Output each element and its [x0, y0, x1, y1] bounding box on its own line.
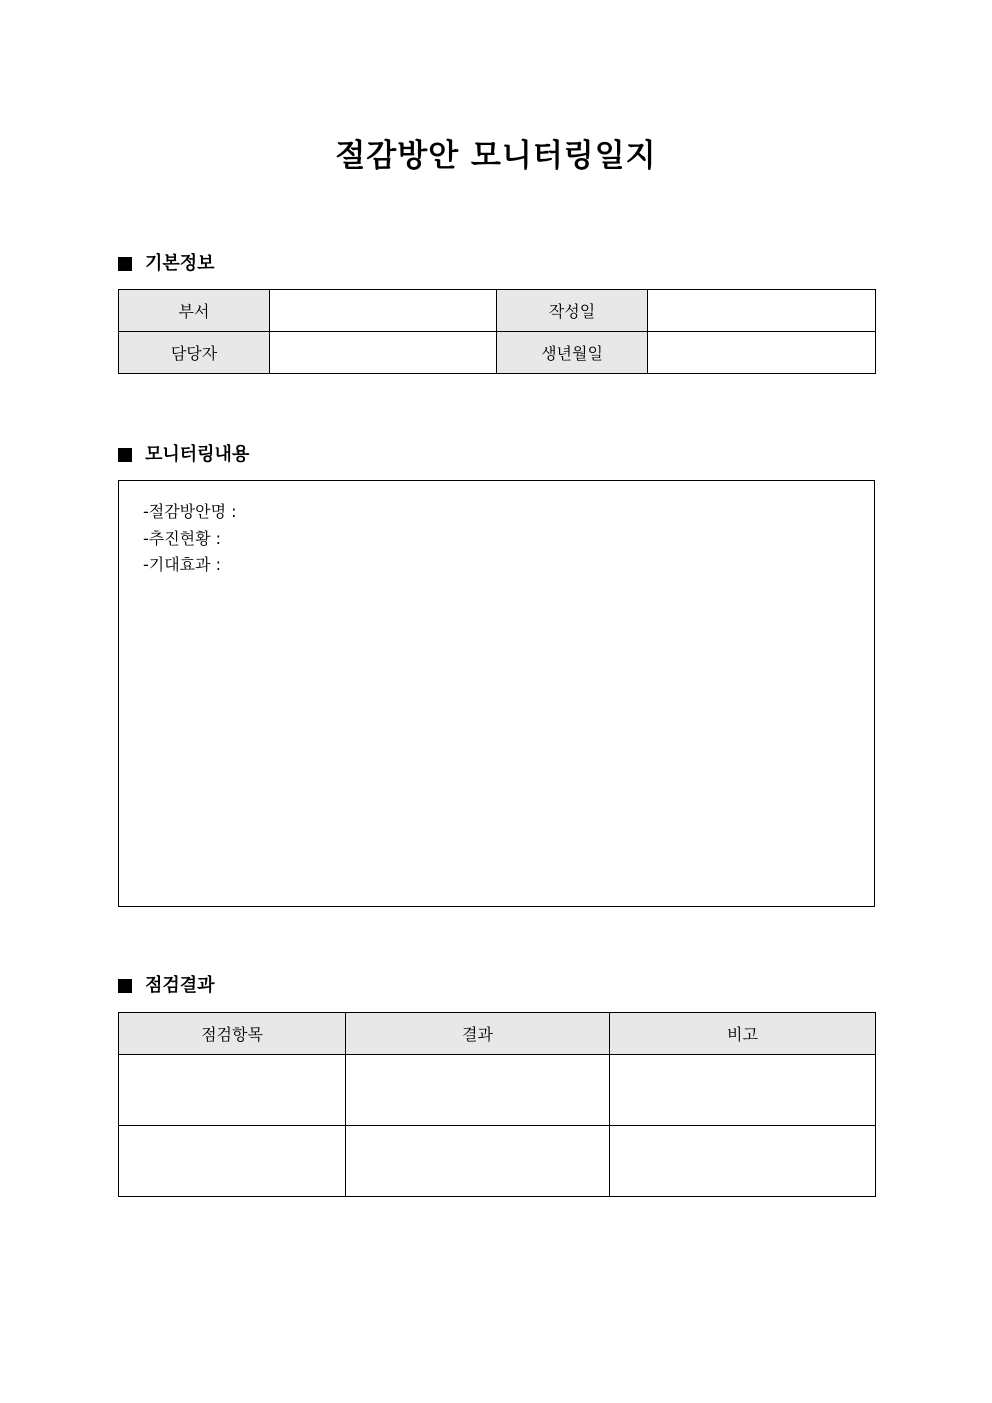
saving-plan-name-line: -절감방안명 : [143, 502, 237, 521]
manager-field[interactable] [270, 332, 497, 374]
table-row [119, 1126, 876, 1197]
basic-info-table [118, 289, 876, 374]
item-cell[interactable] [119, 1055, 346, 1126]
column-header-item: 점검항목 [119, 1013, 346, 1055]
square-bullet-icon [118, 448, 132, 462]
inspection-heading [118, 973, 215, 999]
date-written-field[interactable] [648, 290, 876, 332]
department-field[interactable] [270, 290, 497, 332]
inspection-heading-text: 점검결과 [145, 975, 215, 996]
square-bullet-icon [118, 257, 132, 271]
result-cell[interactable] [346, 1055, 610, 1126]
manager-label: 담당자 [119, 332, 270, 374]
progress-status-line: -추진현황 : [143, 529, 222, 548]
item-cell[interactable] [119, 1126, 346, 1197]
inspection-table [118, 1012, 876, 1197]
birth-date-label: 생년월일 [497, 332, 648, 374]
date-written-label: 작성일 [497, 290, 648, 332]
note-cell[interactable] [610, 1126, 876, 1197]
expected-effect-line: -기대효과 : [143, 555, 222, 574]
column-header-note: 비고 [610, 1013, 876, 1055]
table-row [119, 290, 876, 332]
basic-info-heading [118, 251, 215, 277]
monitoring-content-box[interactable] [118, 480, 875, 907]
note-cell[interactable] [610, 1055, 876, 1126]
birth-date-field[interactable] [648, 332, 876, 374]
monitoring-heading [118, 442, 249, 468]
page-title: 절감방안 모니터링일지 [335, 138, 657, 174]
table-header-row [119, 1013, 876, 1055]
table-row [119, 332, 876, 374]
monitoring-heading-text: 모니터링내용 [145, 444, 250, 465]
square-bullet-icon [118, 979, 132, 993]
basic-info-heading-text: 기본정보 [145, 253, 215, 274]
table-row [119, 1055, 876, 1126]
result-cell[interactable] [346, 1126, 610, 1197]
column-header-result: 결과 [346, 1013, 610, 1055]
department-label: 부서 [119, 290, 270, 332]
